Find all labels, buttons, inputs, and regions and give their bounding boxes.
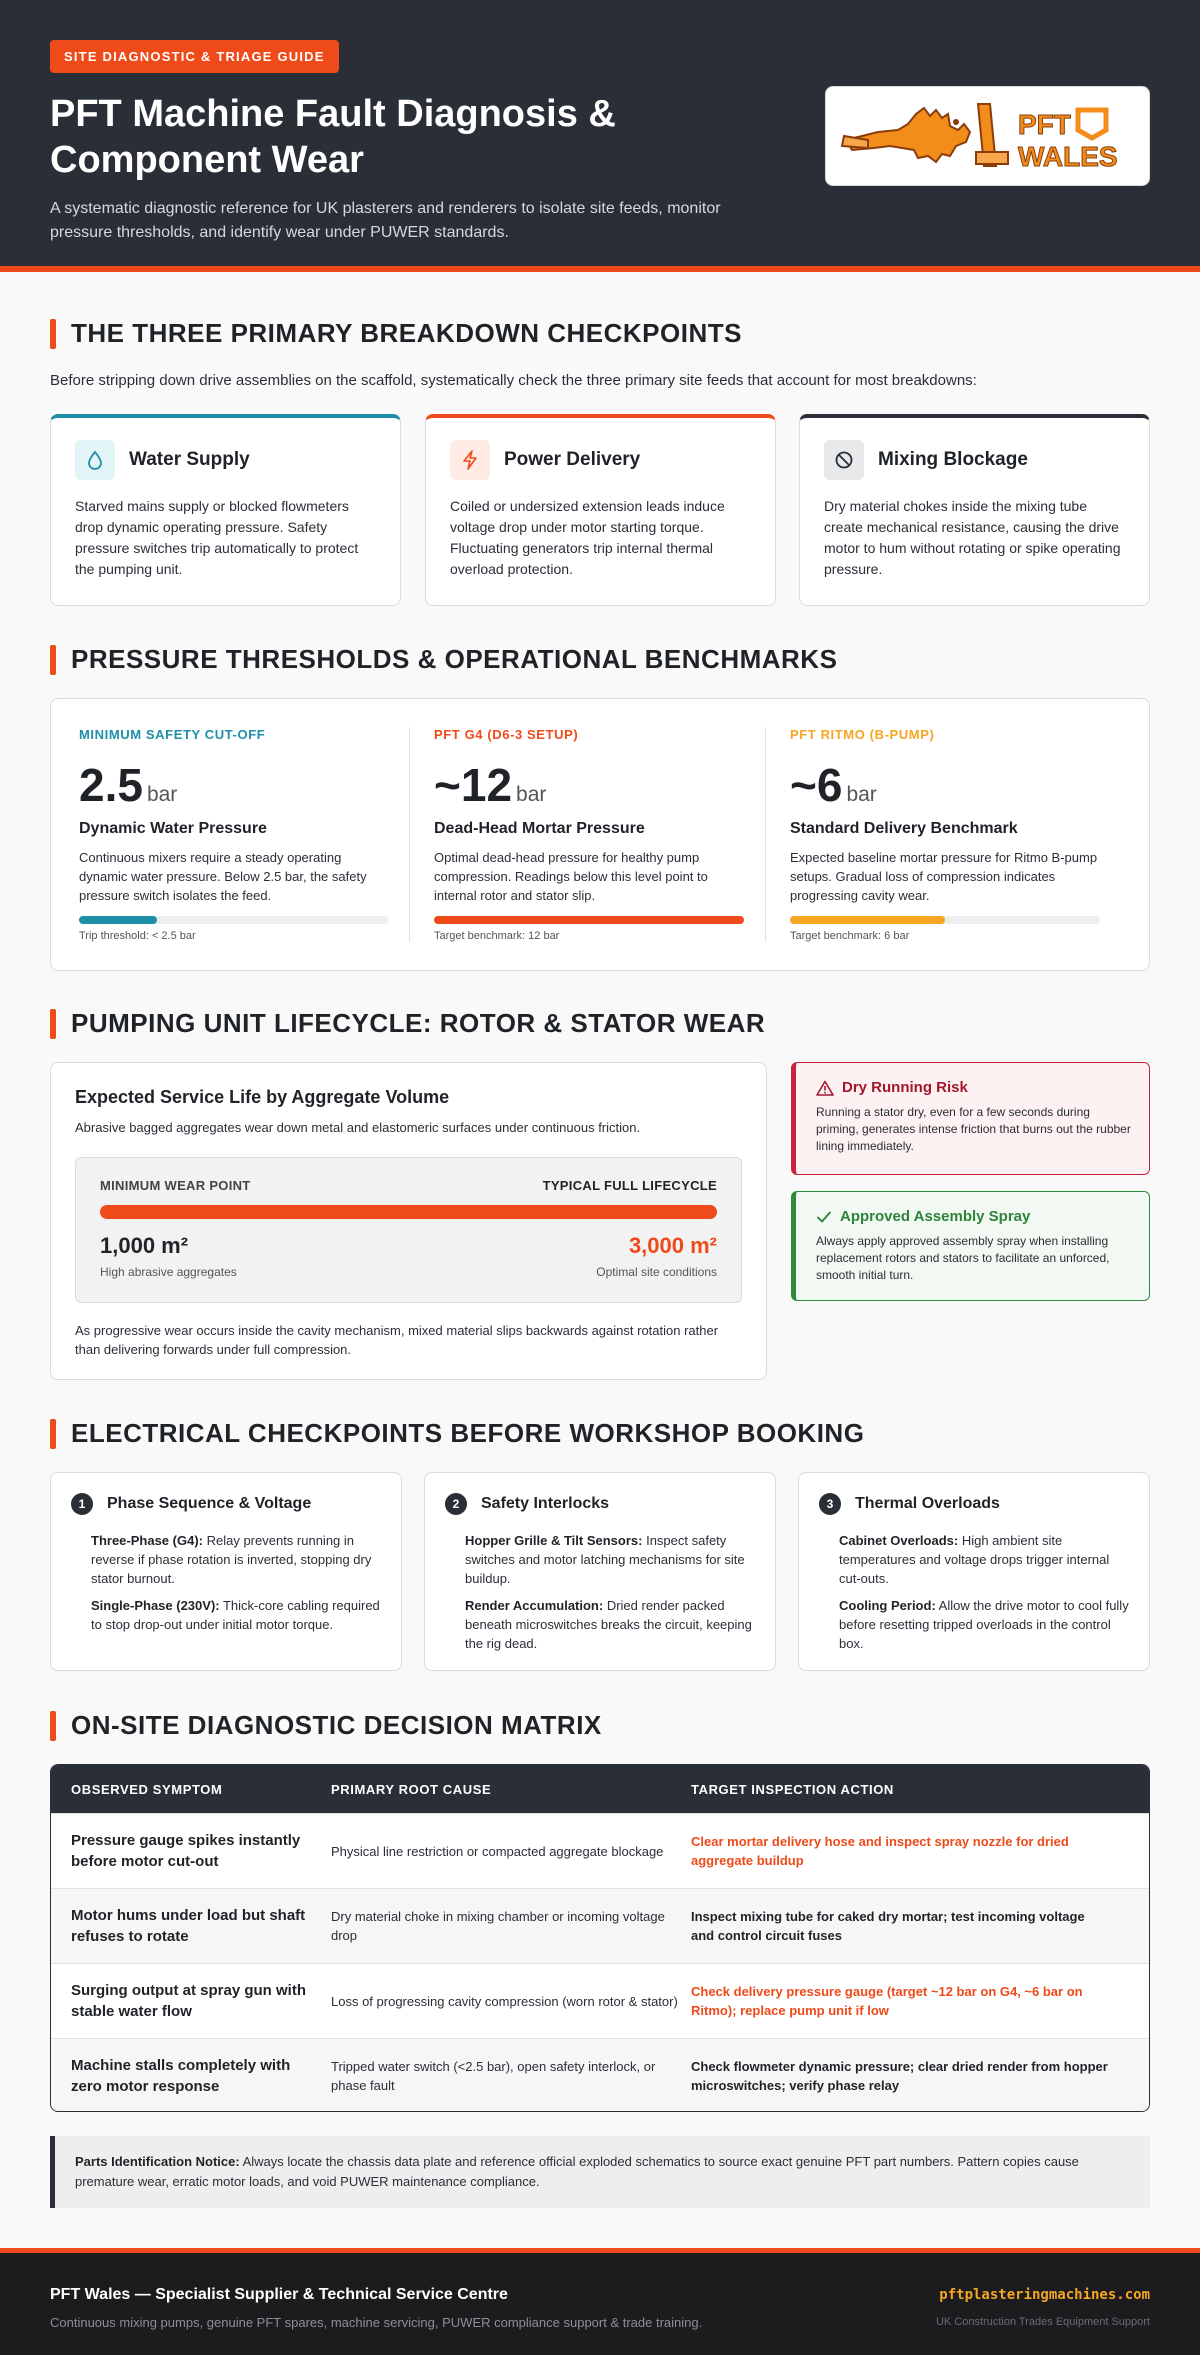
section-title-matrix	[50, 1710, 602, 1741]
footer-subtitle: Continuous mixing pumps, genuine PFT spares, machine servicing, PUWER compliance support & trade training.	[50, 2315, 703, 2330]
step-number: 2	[445, 1493, 467, 1515]
action-cell: Check flowmeter dynamic pressure; clear dried render from hopper microswitches; verify phase relay	[691, 2059, 1108, 2093]
pressure-label: MINIMUM SAFETY CUT-OFF	[79, 727, 266, 742]
min-wear-value: 1,000 m²	[100, 1233, 189, 1258]
symptom-cell: Surging output at spray gun with stable water flow	[71, 1982, 306, 2020]
min-wear-label: MINIMUM WEAR POINT	[100, 1178, 251, 1193]
pressure-label: PFT RITMO (B-PUMP)	[790, 727, 935, 742]
pressure-text: Optimal dead-head pressure for healthy pump compression. Readings below this level point to internal rotor and stator slip.	[434, 850, 708, 903]
table-row	[51, 2038, 1149, 2112]
page-title: PFT Machine Fault Diagnosis & Component Wear	[50, 93, 616, 181]
footer-title: PFT Wales — Specialist Supplier & Technical Service Centre	[50, 2286, 508, 2303]
section-heading: PUMPING UNIT LIFECYCLE: ROTOR & STATOR WEAR	[71, 1008, 766, 1038]
alert-title: Approved Assembly Spray	[840, 1208, 1031, 1225]
alert-text: Always apply approved assembly spray when installing replacement rotors and stators to facilitate an unforced, smooth initial turn.	[816, 1234, 1110, 1282]
checkpoint-text: Starved mains supply or blocked flowmeters drop dynamic operating pressure. Safety pressure switches trip automatically to protect the pumping unit.	[75, 498, 359, 577]
hero-text	[50, 40, 770, 245]
electrical-card-title: Safety Interlocks	[481, 1495, 610, 1512]
lifecycle-card	[50, 1062, 767, 1380]
lifecycle-range-bar	[100, 1205, 717, 1219]
checkpoint-text: Coiled or undersized extension leads induce voltage drop under motor starting torque. Fluctuating generators trip internal thermal overload protection.	[450, 498, 725, 577]
pressure-text: Expected baseline mortar pressure for Ritmo B-pump setups. Gradual loss of compression indicates progressing cavity wear.	[790, 850, 1098, 903]
blocked-icon	[824, 440, 864, 480]
assembly-spray-alert	[791, 1191, 1150, 1301]
table-header-row	[51, 1765, 1149, 1813]
pressure-footnote: Trip threshold: < 2.5 bar	[79, 930, 196, 942]
checkpoint-card-power	[425, 414, 776, 606]
column-header-action: TARGET INSPECTION ACTION	[691, 1781, 894, 1797]
checkpoint-title: Power Delivery	[504, 449, 641, 470]
full-lifecycle-note: Optimal site conditions	[596, 1265, 717, 1279]
section-heading: PRESSURE THRESHOLDS & OPERATIONAL BENCHMARKS	[71, 644, 838, 674]
dragon-logo-icon	[838, 96, 1138, 176]
service-life-range	[75, 1157, 742, 1303]
svg-text:PFT: PFT	[1017, 109, 1071, 140]
section-heading: ELECTRICAL CHECKPOINTS BEFORE WORKSHOP BOOKING	[71, 1418, 865, 1448]
section-accent-bar	[50, 319, 56, 349]
pressure-value: 2.5 bar	[79, 759, 178, 811]
section-accent-bar	[50, 1009, 56, 1039]
section-accent-bar	[50, 1419, 56, 1449]
electrical-point: Cabinet Overloads: High ambient site temperatures and voltage drops trigger internal cut-outs.	[839, 1533, 1110, 1586]
pressure-value: ~6 bar	[790, 759, 877, 811]
full-lifecycle-label: TYPICAL FULL LIFECYCLE	[542, 1178, 717, 1193]
cause-cell: Dry material choke in mixing chamber or incoming voltage drop	[331, 1909, 665, 1943]
pressure-gauge-bar	[434, 916, 744, 924]
notice-label: Parts Identification Notice:	[75, 2154, 240, 2169]
pressure-heading: Standard Delivery Benchmark	[790, 820, 1018, 837]
guide-tag: SITE DIAGNOSTIC & TRIAGE GUIDE	[50, 40, 339, 73]
cause-cell: Tripped water switch (<2.5 bar), open safety interlock, or phase fault	[331, 2059, 656, 2093]
lightning-icon	[450, 440, 490, 480]
footer-website-link[interactable]: pftplasteringmachines.com	[939, 2287, 1150, 2303]
pressure-item-water	[79, 727, 389, 942]
electrical-card-thermal	[798, 1472, 1150, 1671]
table-row	[51, 1813, 1149, 1888]
checkpoint-title: Water Supply	[129, 449, 250, 470]
decision-matrix-table	[50, 1764, 1150, 2112]
action-cell: Clear mortar delivery hose and inspect spray nozzle for dried aggregate buildup	[691, 1834, 1069, 1868]
table-row	[51, 1963, 1149, 2038]
action-cell: Inspect mixing tube for caked dry mortar; test incoming voltage and control circuit fuses	[691, 1909, 1085, 1943]
pft-wales-logo[interactable]	[825, 86, 1150, 186]
footer	[0, 2248, 1200, 2355]
electrical-point: Three-Phase (G4): Relay prevents running in reverse if phase rotation is inverted, stopping dry stator burnout.	[91, 1533, 372, 1586]
pressure-value: ~12 bar	[434, 759, 547, 811]
symptom-cell: Motor hums under load but shaft refuses to rotate	[71, 1907, 306, 1945]
electrical-point: Render Accumulation: Dried render packed beneath microswitches breaks the circuit, keeping the rig dead.	[465, 1598, 752, 1651]
water-drop-icon	[75, 440, 115, 480]
warning-triangle-icon	[816, 1080, 834, 1096]
alert-text: Running a stator dry, even for a few seconds during priming, generates intense friction that burns out the rubber lining immediately.	[816, 1105, 1131, 1153]
full-lifecycle-value: 3,000 m²	[628, 1233, 717, 1258]
alert-title: Dry Running Risk	[842, 1079, 968, 1096]
checkpoint-text: Dry material chokes inside the mixing tube create mechanical resistance, causing the drive motor to hum without rotating or spike operating pressure.	[824, 498, 1121, 577]
lifecycle-note: As progressive wear occurs inside the cavity mechanism, mixed material slips backwards against rotation rather than delivering forwards under full compression.	[75, 1323, 719, 1357]
step-number: 3	[819, 1493, 841, 1515]
electrical-point: Single-Phase (230V): Thick-core cabling required to stop drop-out under initial motor torque.	[91, 1598, 380, 1632]
svg-text:WALES: WALES	[1017, 141, 1118, 172]
pressure-footnote: Target benchmark: 12 bar	[434, 930, 560, 942]
pressure-footnote: Target benchmark: 6 bar	[790, 930, 910, 942]
pressure-item-ritmo	[790, 727, 1100, 942]
pressure-gauge-bar	[790, 916, 1100, 924]
section-heading: ON-SITE DIAGNOSTIC DECISION MATRIX	[71, 1710, 602, 1740]
symptom-cell: Machine stalls completely with zero motor response	[71, 2057, 291, 2095]
section-title-pressure	[50, 644, 837, 675]
column-divider	[409, 727, 410, 942]
electrical-card-title: Thermal Overloads	[855, 1495, 1000, 1512]
notice-text: Always locate the chassis data plate and reference official exploded schematics to source exact genuine PFT part numbers. Pattern copies cause premature wear, erratic motor loads, and void PUWER maintenance compliance.	[75, 2154, 1079, 2189]
dry-running-risk-alert	[791, 1062, 1150, 1175]
step-number: 1	[71, 1493, 93, 1515]
pressure-gauge-bar	[79, 916, 389, 924]
section-title-electrical	[50, 1418, 864, 1449]
pressure-label: PFT G4 (D6-3 SETUP)	[434, 727, 579, 742]
electrical-point: Cooling Period: Allow the drive motor to cool fully before resetting tripped overloads in the control box.	[839, 1598, 1129, 1651]
electrical-point: Hopper Grille & Tilt Sensors: Inspect safety switches and motor latching mechanisms for site buildup.	[465, 1533, 745, 1586]
section-heading: THE THREE PRIMARY BREAKDOWN CHECKPOINTS	[71, 318, 742, 348]
electrical-card-phase	[50, 1472, 402, 1671]
cause-cell: Physical line restriction or compacted aggregate blockage	[331, 1843, 664, 1859]
footer-tagline: UK Construction Trades Equipment Support	[935, 2316, 1150, 2328]
cause-cell: Loss of progressing cavity compression (worn rotor & stator)	[331, 1993, 678, 2009]
column-header-symptom: OBSERVED SYMPTOM	[71, 1781, 223, 1797]
breakdown-intro: Before stripping down drive assemblies on the scaffold, systematically check the three primary site feeds that account for most breakdowns:	[50, 372, 977, 389]
checkpoint-title: Mixing Blockage	[878, 449, 1028, 470]
section-accent-bar	[50, 645, 56, 675]
hero-header	[0, 0, 1200, 272]
section-accent-bar	[50, 1711, 56, 1741]
checkpoint-card-water	[50, 414, 401, 606]
lifecycle-card-subtitle: Abrasive bagged aggregates wear down metal and elastomeric surfaces under continuous friction.	[75, 1120, 641, 1135]
section-title-breakdown	[50, 318, 742, 349]
checkpoint-card-mixing	[799, 414, 1150, 606]
section-title-lifecycle	[50, 1008, 765, 1039]
column-header-cause: PRIMARY ROOT CAUSE	[331, 1781, 492, 1797]
pressure-panel	[50, 698, 1150, 971]
pressure-item-g4	[434, 727, 744, 942]
symptom-cell: Pressure gauge spikes instantly before motor cut-out	[71, 1832, 301, 1870]
pressure-text: Continuous mixers require a steady operating dynamic water pressure. Below 2.5 bar, the safety pressure switch isolates the feed.	[79, 850, 367, 903]
electrical-card-title: Phase Sequence & Voltage	[107, 1495, 312, 1512]
table-row	[51, 1888, 1149, 1963]
action-cell: Check delivery pressure gauge (target ~12 bar on G4, ~6 bar on Ritmo); replace pump unit if low	[691, 1984, 1083, 2018]
min-wear-note: High abrasive aggregates	[100, 1265, 237, 1279]
column-divider	[765, 727, 766, 942]
parts-notice	[50, 2136, 1150, 2208]
pressure-heading: Dead-Head Mortar Pressure	[434, 820, 645, 837]
check-icon	[816, 1210, 832, 1224]
page-subtitle: A systematic diagnostic reference for UK plasterers and renderers to isolate site feeds, monitor pressure thresholds, and identify wear under PUWER standards.	[50, 200, 721, 241]
electrical-card-interlocks	[424, 1472, 776, 1671]
lifecycle-card-title: Expected Service Life by Aggregate Volume	[75, 1087, 450, 1107]
pressure-heading: Dynamic Water Pressure	[79, 820, 267, 837]
